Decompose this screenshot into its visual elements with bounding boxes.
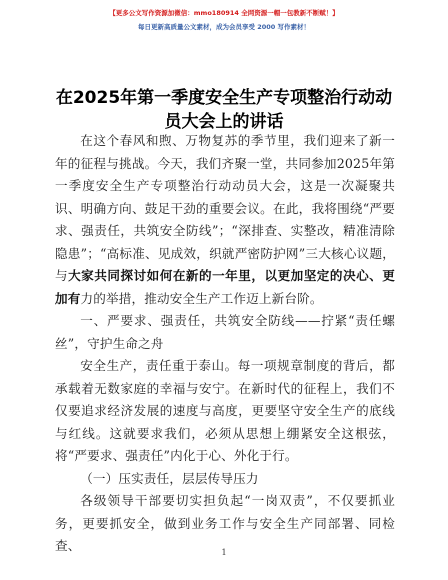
- paragraph-3: 各级领导干部要切实担负起“一岗双责”，不仅要抓业务，更要抓安全，做到业务工作与安全生产同部署、同检查、: [55, 493, 395, 553]
- section-heading-1: 一、严要求、强责任，共筑安全防线——拧紧“责任螺丝”，守护生命之舟: [55, 313, 395, 351]
- subheading-1: （一）压实责任，层层传导压力: [80, 470, 259, 486]
- page-number: 1: [221, 548, 227, 557]
- intro-text-start: 在这个春风和煦、万物复苏的季节里，我们迎来了新一年的征程与挑战。今天，我们齐聚一堂，共同参加2025年第一季度安全生产专项整治行动动员大会，这是一次凝聚共识、明确方向、鼓足干劲的重要会议。在此，我将围绕“严要求、强责任，共筑安全防线”；“深排查、实整改，精准清除隐患”；“高标准、见成效，织就严密防护网”三大核心议题，与: [55, 133, 395, 283]
- intro-paragraph: [55, 130, 395, 310]
- document-body: [55, 130, 395, 558]
- intro-text-end: 力的举措，推动安全生产工作迈上新台阶。: [80, 290, 323, 306]
- promo-banner-line-1: 【更多公文写作资源加微信：mmo180914 全网资源一帽一包教新不断赋！】: [109, 9, 339, 17]
- intro-text-bold: 大家共同探讨如何在新的一年里，以更加坚定的决心、更加有: [55, 268, 395, 306]
- document-title: 在2025年第一季度安全生产专项整治行动动员大会上的讲话: [55, 88, 393, 132]
- promo-banner-line-2: 每日更新高质量公文素材，成为会员享受 2000 写作素材！: [137, 23, 311, 31]
- paragraph-2: 安全生产，责任重于泰山。每一项规章制度的背后，都承载着无数家庭的幸福与安宁。在新时代的征程上，我们不仅要追求经济发展的速度与高度，更要坚守安全生产的底线与红线。这就要求我们，必须从思想上绷紧安全这根弦，将“严要求、强责任”内化于心、外化于行。: [55, 358, 395, 463]
